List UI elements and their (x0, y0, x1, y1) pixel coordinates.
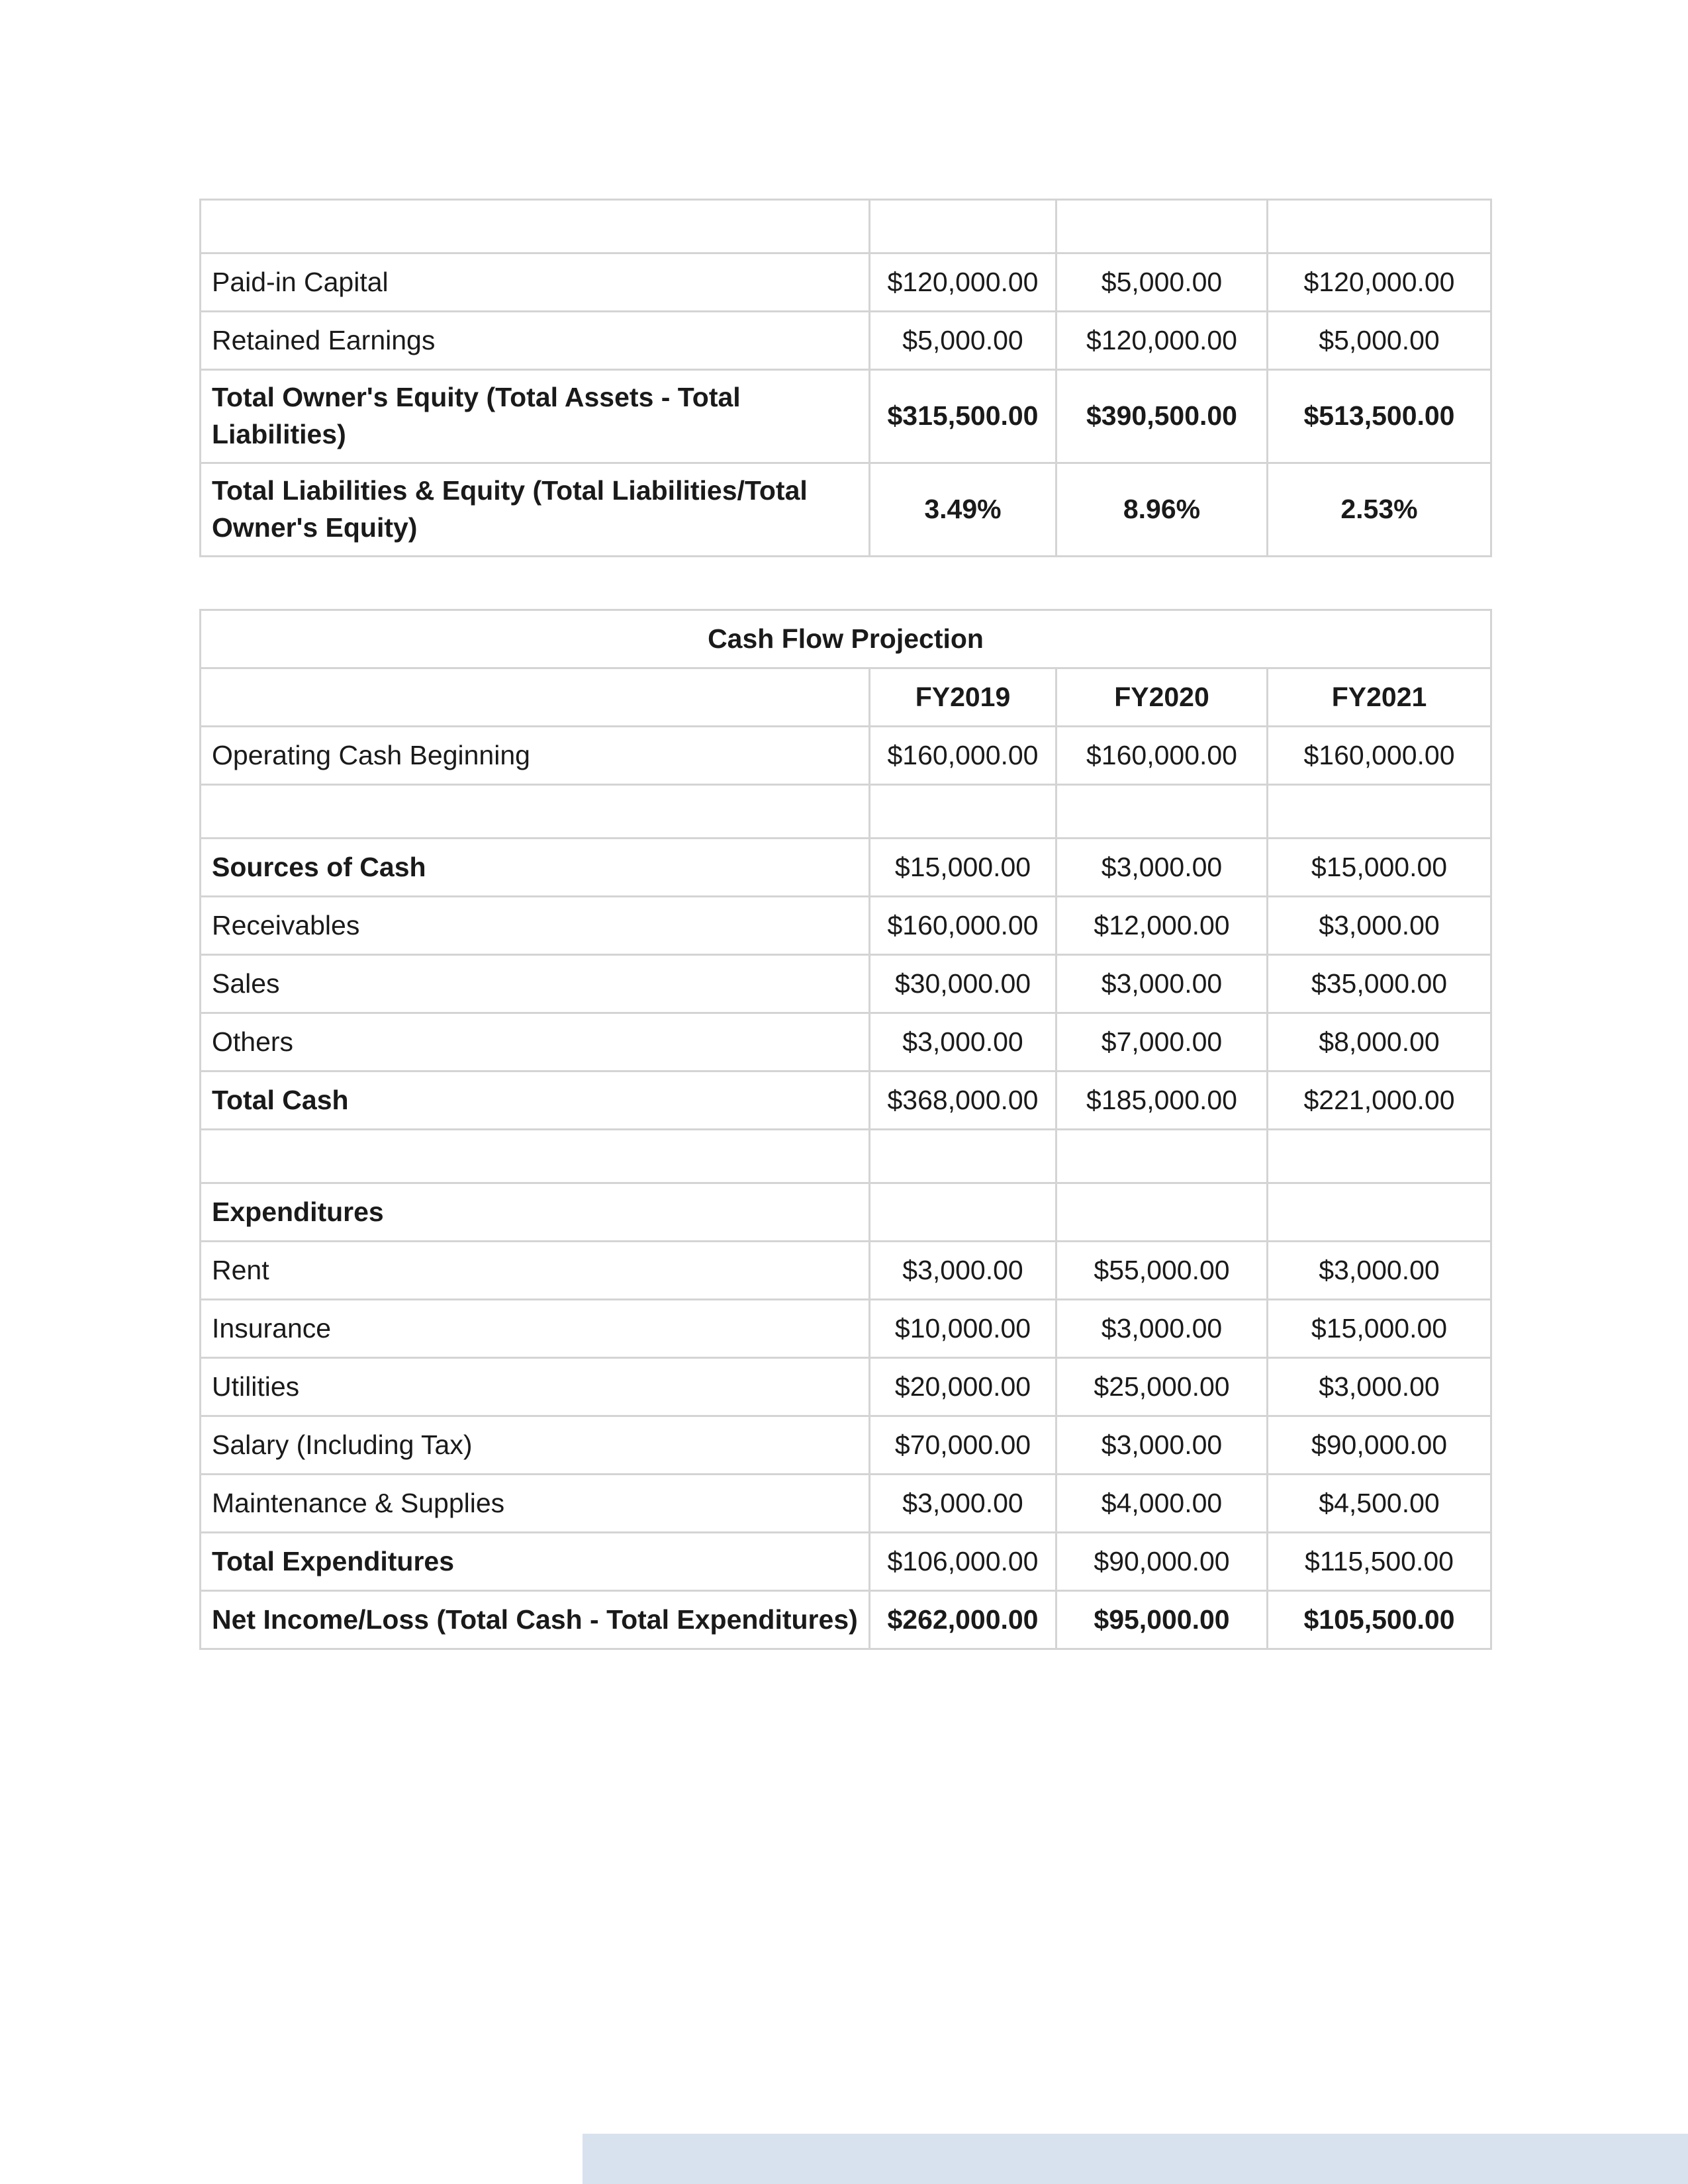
value-cell: $221,000.00 (1268, 1071, 1491, 1130)
value-cell: $120,000.00 (1056, 312, 1268, 370)
value-cell: $3,000.00 (870, 1242, 1056, 1300)
row-label: Total Owner's Equity (Total Assets - Total Liabilities) (201, 370, 870, 463)
value-cell: $3,000.00 (1268, 897, 1491, 955)
row-label: Others (201, 1013, 870, 1071)
value-cell: $513,500.00 (1268, 370, 1491, 463)
owners-equity-table (199, 199, 1492, 557)
table-row (201, 897, 1491, 955)
row-label: Retained Earnings (201, 312, 870, 370)
value-cell: $8,000.00 (1268, 1013, 1491, 1071)
value-cell: $106,000.00 (870, 1533, 1056, 1591)
value-cell: $3,000.00 (1056, 1300, 1268, 1358)
row-label: Operating Cash Beginning (201, 727, 870, 785)
value-cell: 8.96% (1056, 463, 1268, 557)
value-cell: $12,000.00 (1056, 897, 1268, 955)
total-cash-row (201, 1071, 1491, 1130)
value-cell: $7,000.00 (1056, 1013, 1268, 1071)
row-label: Sales (201, 955, 870, 1013)
value-cell: $3,000.00 (870, 1013, 1056, 1071)
value-cell: $3,000.00 (1056, 1416, 1268, 1475)
row-label: Receivables (201, 897, 870, 955)
table-title: Cash Flow Projection (201, 610, 1491, 668)
value-cell: $160,000.00 (1056, 727, 1268, 785)
value-cell: $3,000.00 (870, 1475, 1056, 1533)
value-cell: $55,000.00 (1056, 1242, 1268, 1300)
table-row (201, 312, 1491, 370)
table-row (201, 1358, 1491, 1416)
column-header: FY2019 (870, 668, 1056, 727)
value-cell: $15,000.00 (870, 839, 1056, 897)
row-label: Total Expenditures (201, 1533, 870, 1591)
blank-row (201, 1130, 1491, 1183)
cash-flow-projection-table (199, 609, 1492, 1650)
header-blank (201, 668, 870, 727)
value-cell: $3,000.00 (1056, 839, 1268, 897)
net-income-row (201, 1591, 1491, 1649)
total-owners-equity-row (201, 370, 1491, 463)
table-row (201, 1242, 1491, 1300)
table-row (201, 955, 1491, 1013)
column-header: FY2020 (1056, 668, 1268, 727)
value-cell: $185,000.00 (1056, 1071, 1268, 1130)
value-cell: 3.49% (870, 463, 1056, 557)
value-cell: $4,500.00 (1268, 1475, 1491, 1533)
value-cell: 2.53% (1268, 463, 1491, 557)
value-cell: $105,500.00 (1268, 1591, 1491, 1649)
value-cell: $90,000.00 (1056, 1533, 1268, 1591)
value-cell: $15,000.00 (1268, 1300, 1491, 1358)
value-cell: $390,500.00 (1056, 370, 1268, 463)
value-cell: $95,000.00 (1056, 1591, 1268, 1649)
column-header: FY2021 (1268, 668, 1491, 727)
row-label: Insurance (201, 1300, 870, 1358)
table-row (201, 253, 1491, 312)
value-cell: $3,000.00 (1268, 1358, 1491, 1416)
value-cell: $120,000.00 (870, 253, 1056, 312)
value-cell: $15,000.00 (1268, 839, 1491, 897)
table-header-row (201, 668, 1491, 727)
row-label: Net Income/Loss (Total Cash - Total Expenditures) (201, 1591, 870, 1649)
row-label: Rent (201, 1242, 870, 1300)
table-row (201, 1300, 1491, 1358)
value-cell: $10,000.00 (870, 1300, 1056, 1358)
row-label: Total Liabilities & Equity (Total Liabilities/Total Owner's Equity) (201, 463, 870, 557)
footer-band (583, 2134, 1688, 2184)
value-cell: $70,000.00 (870, 1416, 1056, 1475)
expenditures-heading-row (201, 1183, 1491, 1242)
value-cell: $315,500.00 (870, 370, 1056, 463)
value-cell: $368,000.00 (870, 1071, 1056, 1130)
value-cell: $115,500.00 (1268, 1533, 1491, 1591)
value-cell: $5,000.00 (870, 312, 1056, 370)
total-liabilities-equity-row (201, 463, 1491, 557)
blank-row (201, 200, 1491, 253)
value-cell: $160,000.00 (1268, 727, 1491, 785)
value-cell: $3,000.00 (1268, 1242, 1491, 1300)
sources-of-cash-row (201, 839, 1491, 897)
row-label: Total Cash (201, 1071, 870, 1130)
value-cell: $4,000.00 (1056, 1475, 1268, 1533)
value-cell: $5,000.00 (1056, 253, 1268, 312)
row-label: Salary (Including Tax) (201, 1416, 870, 1475)
table-row (201, 1013, 1491, 1071)
total-expenditures-row (201, 1533, 1491, 1591)
value-cell: $160,000.00 (870, 727, 1056, 785)
value-cell: $30,000.00 (870, 955, 1056, 1013)
value-cell: $3,000.00 (1056, 955, 1268, 1013)
value-cell: $20,000.00 (870, 1358, 1056, 1416)
table-row (201, 1475, 1491, 1533)
operating-cash-row (201, 727, 1491, 785)
table-row (201, 1416, 1491, 1475)
value-cell: $5,000.00 (1268, 312, 1491, 370)
value-cell: $160,000.00 (870, 897, 1056, 955)
value-cell: $262,000.00 (870, 1591, 1056, 1649)
blank-row (201, 785, 1491, 839)
value-cell: $25,000.00 (1056, 1358, 1268, 1416)
row-label: Maintenance & Supplies (201, 1475, 870, 1533)
value-cell: $120,000.00 (1268, 253, 1491, 312)
table-title-row (201, 610, 1491, 668)
row-label: Paid-in Capital (201, 253, 870, 312)
value-cell: $35,000.00 (1268, 955, 1491, 1013)
row-label: Utilities (201, 1358, 870, 1416)
row-label: Sources of Cash (201, 839, 870, 897)
section-heading: Expenditures (201, 1183, 870, 1242)
value-cell: $90,000.00 (1268, 1416, 1491, 1475)
